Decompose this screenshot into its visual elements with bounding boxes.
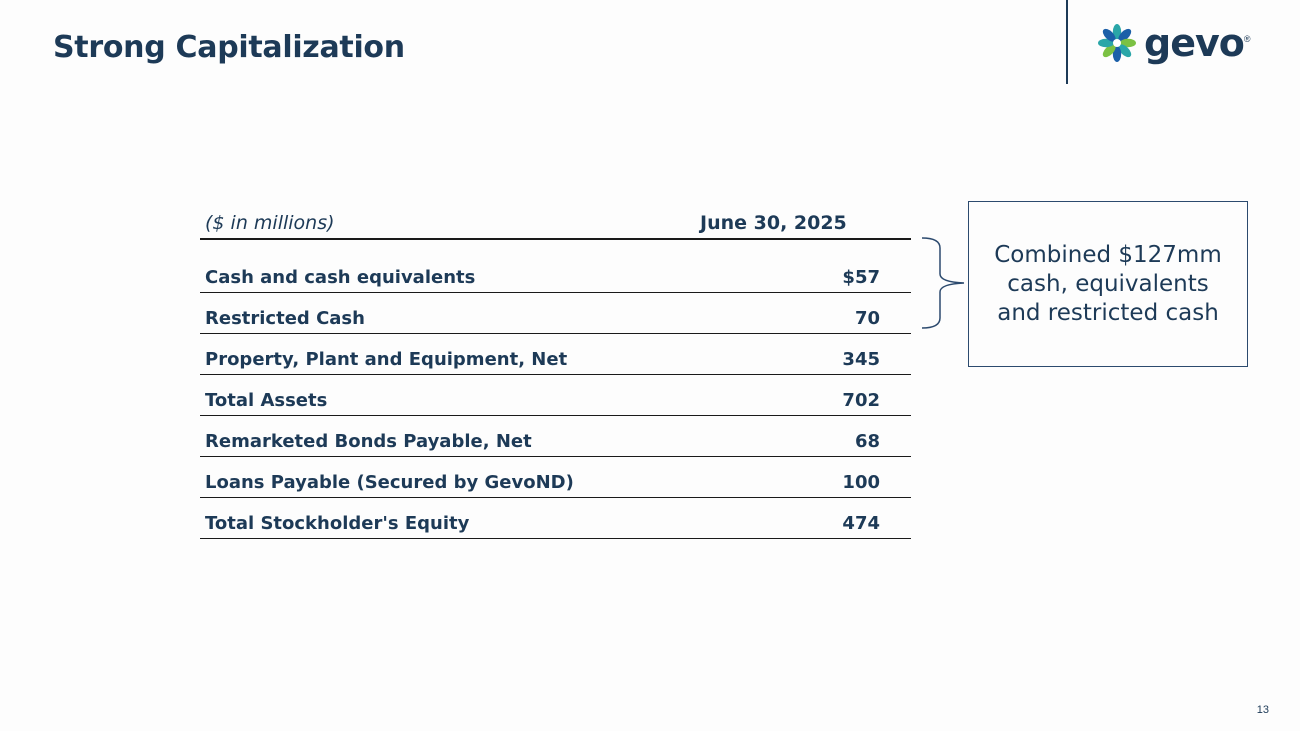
- logo-wordmark: gevo: [1144, 21, 1244, 65]
- table-row: [200, 293, 911, 334]
- row-value: 70: [854, 308, 880, 329]
- table-row: [200, 416, 911, 457]
- curly-bracket-icon: [920, 236, 966, 330]
- slide-title: Strong Capitalization: [53, 30, 405, 65]
- gevo-logo: [1096, 20, 1251, 66]
- table-header: [200, 204, 911, 240]
- row-label: Property, Plant and Equipment, Net: [205, 349, 568, 370]
- row-value: $57: [842, 267, 880, 288]
- gevo-flower-icon: [1096, 22, 1138, 64]
- row-value: 100: [842, 472, 880, 493]
- row-label: Total Assets: [205, 390, 328, 411]
- row-value: 474: [842, 513, 880, 534]
- table-row: [200, 375, 911, 416]
- table-row: [200, 498, 911, 539]
- row-label: Remarketed Bonds Payable, Net: [205, 431, 532, 452]
- logo-registered-mark: ®: [1243, 34, 1251, 44]
- header-divider: [1066, 0, 1068, 84]
- row-label: Restricted Cash: [205, 308, 365, 329]
- callout-text: Combined $127mm cash, equivalents and restricted cash: [994, 241, 1222, 326]
- cash-callout-box: [968, 201, 1248, 367]
- capitalization-table: [200, 204, 911, 539]
- table-row: [200, 457, 911, 498]
- table-row: [200, 240, 911, 293]
- row-value: 68: [854, 431, 880, 452]
- row-label: Total Stockholder's Equity: [205, 513, 470, 534]
- row-label: Cash and cash equivalents: [205, 267, 476, 288]
- row-value: 345: [842, 349, 880, 370]
- unit-note: ($ in millions): [205, 212, 335, 234]
- table-row: [200, 334, 911, 375]
- row-label: Loans Payable (Secured by GevoND): [205, 472, 574, 493]
- date-column-header: June 30, 2025: [700, 212, 847, 234]
- page-number: 13: [1256, 704, 1269, 716]
- row-value: 702: [842, 390, 880, 411]
